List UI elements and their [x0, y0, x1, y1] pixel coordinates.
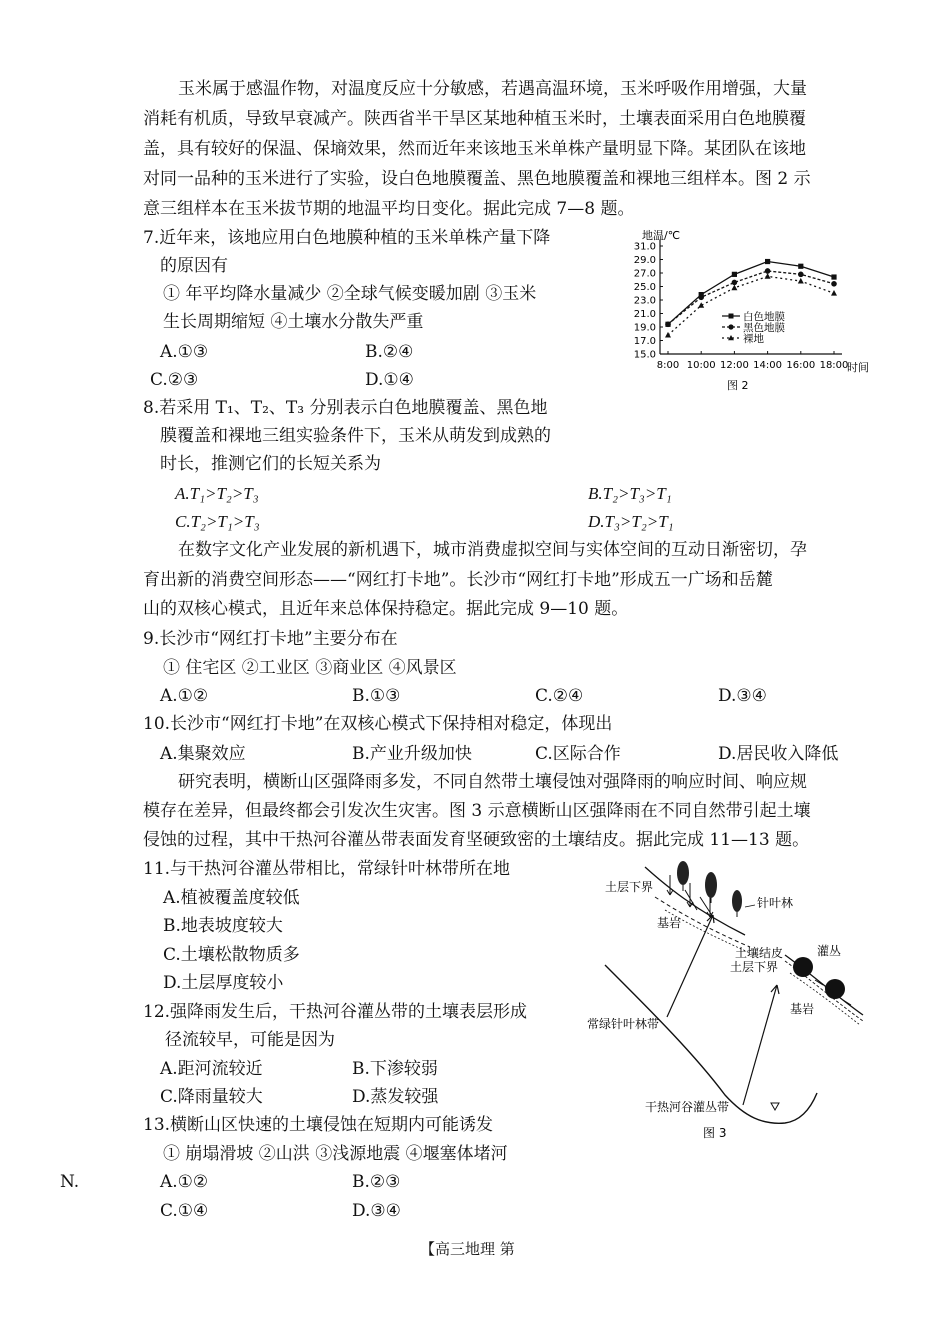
- chart-point: [665, 332, 671, 338]
- legend-marker: [729, 314, 734, 319]
- q13-items: ① 崩塌滑坡 ②山洪 ③浅源地震 ④堰塞体堵河: [163, 1144, 508, 1164]
- chart-x-tick-label: 16:00: [786, 360, 816, 371]
- chart-point: [765, 268, 771, 274]
- legend-label: 黑色地膜: [743, 322, 785, 334]
- q10-option-c[interactable]: C.区际合作: [535, 744, 621, 764]
- passage3-line2: 模存在差异，但最终都会引发次生灾害。图 3 示意横断山区强降雨在不同自然带引起土壤: [143, 801, 811, 821]
- label-bedrock-top: 基岩: [657, 916, 682, 930]
- q11-option-a[interactable]: A.植被覆盖度较低: [163, 888, 300, 908]
- q7-items: ① 年平均降水量减少 ②全球气候变暖加剧 ③玉米: [163, 284, 537, 304]
- label-crust: 土壤结皮: [735, 946, 784, 960]
- label-soil-lower-top: 土层下界: [605, 880, 654, 894]
- passage1-line2: 消耗有机质，导致早衰减产。陕西省半干旱区某地种植玉米时，土壤表面采用白色地膜覆: [143, 109, 806, 129]
- chart-xlabel: 时间: [847, 361, 869, 374]
- label-conifer: 针叶林: [757, 896, 794, 910]
- chart-y-tick-label: 31.0: [633, 241, 656, 253]
- shrub-icon: [793, 957, 813, 977]
- chart-point: [698, 295, 704, 301]
- q11-option-d[interactable]: D.土层厚度较小: [163, 973, 284, 993]
- chart-point: [765, 259, 770, 264]
- chart-ylabel: 地温/℃: [642, 229, 681, 242]
- q7-stem: 7.近年来，该地应用白色地膜种植的玉米单株产量下降: [143, 228, 551, 248]
- chart-point: [798, 264, 803, 269]
- passage1-line5: 意三组样本在玉米拔节期的地温平均日变化。据此完成 7—8 题。: [143, 199, 635, 219]
- passage2-line2: 育出新的消费空间形态——“网红打卡地”。长沙市“网红打卡地”形成五一广场和岳麓: [143, 570, 773, 590]
- chart-x-tick-label: 12:00: [719, 360, 749, 371]
- q13-option-c[interactable]: C.①④: [160, 1201, 209, 1221]
- figure3-diagram: [585, 855, 875, 1145]
- q9-items: ① 住宅区 ②工业区 ③商业区 ④风景区: [163, 658, 457, 678]
- q7-items-cont: 生长周期缩短 ④土壤水分散失严重: [163, 312, 424, 332]
- q9-stem: 9.长沙市“网红打卡地”主要分布在: [143, 629, 398, 649]
- legend-marker: [728, 324, 733, 329]
- q12-option-b[interactable]: B.下渗较弱: [352, 1059, 438, 1079]
- chart-y-tick-label: 21.0: [633, 309, 656, 320]
- passage1-line1: 玉米属于感温作物，对温度反应十分敏感，若遇高温环境，玉米呼吸作用增强，大量: [178, 79, 807, 99]
- q7-stem-cont: 的原因有: [160, 256, 228, 276]
- q9-option-a[interactable]: A.①②: [160, 686, 209, 706]
- q12-option-a[interactable]: A.距河流较近: [160, 1059, 263, 1079]
- margin-mark: N.: [60, 1172, 80, 1192]
- river-icon: [771, 1103, 779, 1110]
- label-bedrock-right: 基岩: [790, 1002, 815, 1016]
- q11-option-c[interactable]: C.土壤松散物质多: [163, 945, 300, 965]
- label-evergreen-belt: 常绿针叶林带: [587, 1017, 660, 1031]
- q8-option-a[interactable]: A.T₁>T₂>T₃: [175, 484, 259, 503]
- chart-y-tick-label: 17.0: [633, 336, 656, 347]
- q7-option-d[interactable]: D.①④: [365, 370, 414, 390]
- chart-point: [765, 273, 771, 279]
- page-footer: 【高三地理 第: [420, 1240, 515, 1258]
- q13-option-a[interactable]: A.①②: [160, 1172, 209, 1192]
- chart-x-tick-label: 10:00: [686, 360, 716, 371]
- passage2-line3: 山的双核心模式，且近年来总体保持稳定。据此完成 9—10 题。: [143, 599, 629, 619]
- conifer-tree-icon: [732, 890, 742, 912]
- q13-option-b[interactable]: B.②③: [352, 1172, 401, 1192]
- chart-y-tick-label: 25.0: [633, 282, 656, 293]
- passage2-line1: 在数字文化产业发展的新机遇下，城市消费虚拟空间与实体空间的互动日渐密切，孕: [178, 540, 807, 560]
- q8-stem: 8.若采用 T₁、T₂、T₃ 分别表示白色地膜覆盖、黑色地: [143, 398, 548, 418]
- passage3-line3: 侵蚀的过程，其中干热河谷灌丛带表面发育坚硬致密的土壤结皮。据此完成 11—13 题。: [143, 830, 810, 850]
- chart-y-tick-label: 15.0: [633, 349, 656, 361]
- conifer-tree-icon: [677, 861, 689, 885]
- label-valley-belt: 干热河谷灌丛带: [645, 1100, 730, 1114]
- chart-point: [831, 281, 837, 287]
- chart-x-tick-label: 18:00: [819, 360, 849, 371]
- q10-option-b[interactable]: B.产业升级加快: [352, 744, 472, 764]
- q9-option-d[interactable]: D.③④: [718, 686, 767, 706]
- chart-point: [731, 285, 737, 291]
- q9-option-b[interactable]: B.①③: [352, 686, 401, 706]
- q10-stem: 10.长沙市“网红打卡地”在双核心模式下保持相对稳定，体现出: [143, 714, 613, 734]
- figure3-caption: 图 3: [703, 1126, 727, 1140]
- chart-y-tick-label: 19.0: [633, 322, 656, 334]
- passage1-line3: 盖，具有较好的保温、保墒效果，然而近年来该地玉米单株产量明显下降。某团队在该地: [143, 139, 806, 159]
- chart-x-tick-label: 14:00: [753, 360, 783, 371]
- q10-option-d[interactable]: D.居民收入降低: [718, 744, 839, 764]
- passage1-line4: 对同一品种的玉米进行了实验，设白色地膜覆盖、黑色地膜覆盖和裸地三组样本。图 2 示: [143, 169, 811, 189]
- q8-option-b[interactable]: B.T₂>T₃>T₁: [588, 484, 672, 503]
- q12-stem: 12.强降雨发生后，干热河谷灌丛带的土壤表层形成: [143, 1002, 528, 1022]
- chart-point: [732, 272, 737, 277]
- q7-option-c[interactable]: C.②③: [150, 370, 199, 390]
- legend-label: 裸地: [743, 333, 764, 345]
- chart-y-tick-label: 23.0: [633, 295, 656, 307]
- conifer-tree-icon: [705, 872, 717, 898]
- q7-option-b[interactable]: B.②④: [365, 342, 414, 362]
- chart-title: 图 2: [727, 379, 749, 392]
- q8-stem-cont1: 膜覆盖和裸地三组实验条件下，玉米从萌发到成熟的: [160, 426, 551, 446]
- q7-option-a[interactable]: A.①③: [160, 342, 209, 362]
- q8-stem-cont2: 时长，推测它们的长短关系为: [160, 454, 381, 474]
- passage3-line1: 研究表明，横断山区强降雨多发，不同自然带土壤侵蚀对强降雨的响应时间、响应规: [178, 772, 807, 792]
- q13-stem: 13.横断山区快速的土壤侵蚀在短期内可能诱发: [143, 1115, 494, 1135]
- figure2-chart: [612, 226, 880, 394]
- chart-y-tick-label: 29.0: [633, 255, 656, 266]
- q12-stem-cont: 径流较早，可能是因为: [165, 1030, 335, 1050]
- chart-point: [665, 322, 671, 328]
- q9-option-c[interactable]: C.②④: [535, 686, 584, 706]
- label-soil-lower-right: 土层下界: [730, 960, 779, 974]
- q8-option-c[interactable]: C.T₂>T₁>T₃: [175, 512, 260, 531]
- q13-option-d[interactable]: D.③④: [352, 1201, 401, 1221]
- q11-stem: 11.与干热河谷灌丛带相比，常绿针叶林带所在地: [143, 859, 511, 879]
- chart-x-tick-label: 8:00: [656, 360, 680, 371]
- chart-point: [798, 272, 804, 278]
- q12-option-d[interactable]: D.蒸发较强: [352, 1087, 439, 1107]
- chart-point: [732, 280, 738, 286]
- q11-option-b[interactable]: B.地表坡度较大: [163, 916, 283, 936]
- q10-option-a[interactable]: A.集聚效应: [160, 744, 246, 764]
- chart-point: [831, 290, 837, 296]
- chart-point: [831, 274, 836, 279]
- label-shrub: 灌丛: [817, 944, 842, 958]
- q8-option-d[interactable]: D.T₃>T₂>T₁: [588, 512, 674, 531]
- q12-option-c[interactable]: C.降雨量较大: [160, 1087, 263, 1107]
- legend-label: 白色地膜: [743, 311, 785, 323]
- inset-conifer: [645, 861, 755, 953]
- chart-point: [798, 278, 804, 284]
- chart-y-tick-label: 27.0: [633, 268, 656, 280]
